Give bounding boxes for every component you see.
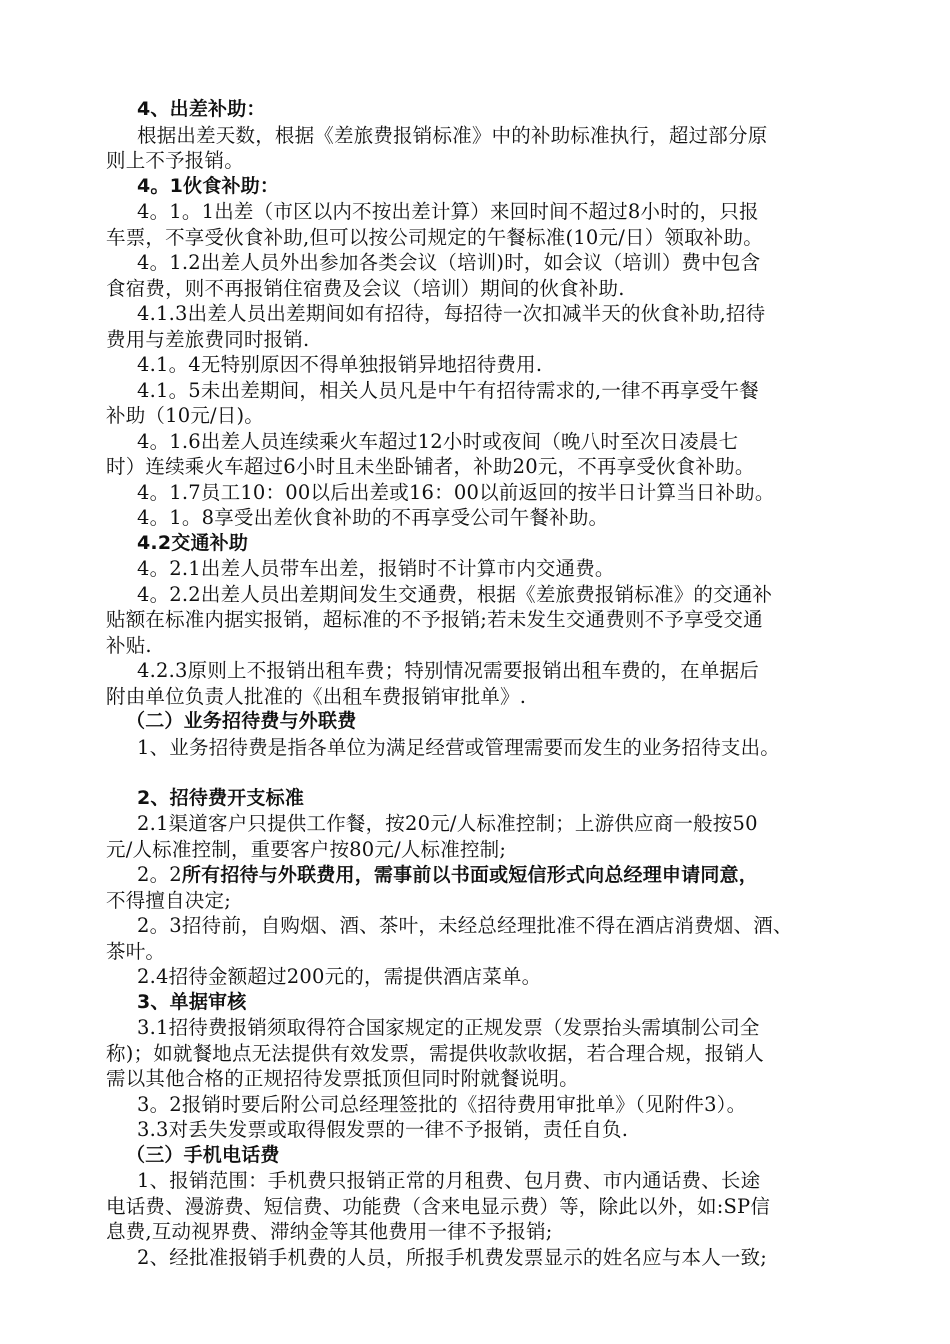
paragraph-line: 4.1。4无特别原因不得单独报销异地招待费用.	[137, 353, 543, 376]
heading-mobile-phone-fees: （三）手机电话费	[126, 1143, 280, 1166]
paragraph-line: 4。1。8享受出差伙食补助的不再享受公司午餐补助。	[137, 506, 609, 529]
paragraph-line: 4。2.2出差人员出差期间发生交通费，根据《差旅费报销标准》的交通补	[137, 582, 773, 606]
heading-meal-allowance: 4。1伙食补助：	[137, 174, 280, 197]
heading-transport-allowance: 4.2交通补助	[137, 531, 249, 554]
blank-line	[106, 760, 860, 786]
heading-entertainment-expenses: （二）业务招待费与外联费	[126, 710, 357, 732]
bold-emphasis: 所有招待与外联费用，需事前以书面或短信形式向总经理申请同意，	[181, 864, 758, 886]
paragraph-line: 2、经批准报销手机费的人员，所报手机费发票显示的姓名应与本人一致;	[137, 1245, 768, 1269]
heading-receipt-review: 3、单据审核	[137, 990, 247, 1013]
paragraph-line: 4.1。5未出差期间，相关人员凡是中午有招待需求的,一律不再享受午餐	[137, 378, 759, 402]
paragraph-line: 则上不予报销。	[106, 149, 244, 172]
paragraph-line: 2.1渠道客户只提供工作餐，按20元/人标准控制；上游供应商一般按50	[137, 812, 758, 835]
heading-travel-allowance: 4、出差补助：	[137, 98, 266, 120]
paragraph-line: 4。1.6出差人员连续乘火车超过12小时或夜间（晚八时至次日凌晨七	[137, 429, 739, 453]
paragraph-line: 4.1.3出差人员出差期间如有招待，每招待一次扣减半天的伙食补助,招待	[137, 302, 766, 325]
paragraph-line: 4。1.2出差人员外出参加各类会议（培训)时，如会议（培训）费中包含	[137, 251, 761, 274]
paragraph-line: 4.2.3原则上不报销出租车费；特别情况需要报销出租车费的，在单据后	[137, 659, 759, 682]
paragraph-line: 附由单位负责人批准的《出租车费报销审批单》.	[106, 684, 527, 708]
paragraph-line: 息费,互动视界费、滞纳金等其他费用一律不予报销;	[106, 1220, 553, 1243]
paragraph-line: 茶叶。	[106, 939, 166, 963]
paragraph-line: 3.3对丢失发票或取得假发票的一律不予报销，责任自负.	[137, 1118, 629, 1141]
paragraph-line: 电话费、漫游费、短信费、功能费（含来电显示费）等，除此以外，如:SP信	[106, 1194, 771, 1218]
paragraph-line: 2.4招待金额超过200元的，需提供酒店菜单。	[137, 965, 542, 988]
paragraph-line: 元/人标准控制，重要客户按80元/人标准控制;	[106, 837, 507, 861]
paragraph-line: 3.1招待费报销须取得符合国家规定的正规发票（发票抬头需填制公司全	[137, 1016, 760, 1039]
paragraph-line: 1、报销范围：手机费只报销正常的月租费、包月费、市内通话费、长途	[137, 1169, 761, 1192]
paragraph-line: 4。1。1出差（市区以内不按出差计算）来回时间不超过8小时的，只报	[137, 200, 759, 223]
paragraph-line: 3。2报销时要后附公司总经理签批的《招待费用审批单》（见附件3）。	[137, 1092, 747, 1116]
heading-entertainment-standard: 2、招待费开支标准	[137, 786, 305, 809]
paragraph-line: 车票，不享受伙食补助,但可以按公司规定的午餐标准(10元/日）领取补助。	[106, 225, 763, 249]
item-number: 2。2	[137, 863, 182, 886]
paragraph-line: 食宿费，则不再报销住宿费及会议（培训）期间的伙食补助.	[106, 276, 625, 300]
paragraph-line: 根据出差天数，根据《差旅费报销标准》中的补助标准执行，超过部分原	[137, 123, 768, 147]
paragraph-line: 称)；如就餐地点无法提供有效发票，需提供收款收据，若合理合规，报销人	[106, 1041, 764, 1065]
paragraph-line: 补贴.	[106, 633, 152, 657]
paragraph-line: 需以其他合格的正规招待发票抵顶但同时附就餐说明。	[106, 1067, 579, 1090]
paragraph-line: 时）连续乘火车超过6小时且未坐卧铺者，补助20元，不再享受伙食补助。	[106, 455, 755, 478]
paragraph-line	[106, 862, 860, 888]
paragraph-line: 补助（10元/日)。	[106, 404, 264, 427]
paragraph-line: 1、业务招待费是指各单位为满足经营或管理需要而发生的业务招待支出。	[137, 735, 781, 759]
paragraph-line: 2。3招待前，自购烟、酒、茶叶，未经总经理批准不得在酒店消费烟、酒、	[137, 914, 793, 937]
paragraph-line: 不得擅自决定;	[106, 888, 231, 912]
paragraph-line: 4。1.7员工10：00以后出差或16：00以前返回的按半日计算当日补助。	[137, 480, 775, 504]
paragraph-line: 贴额在标准内据实报销，超标准的不予报销;若未发生交通费则不予享受交通	[106, 608, 763, 631]
paragraph-line: 4。2.1出差人员带车出差，报销时不计算市内交通费。	[137, 557, 615, 580]
paragraph-line: 费用与差旅费同时报销.	[106, 327, 310, 351]
